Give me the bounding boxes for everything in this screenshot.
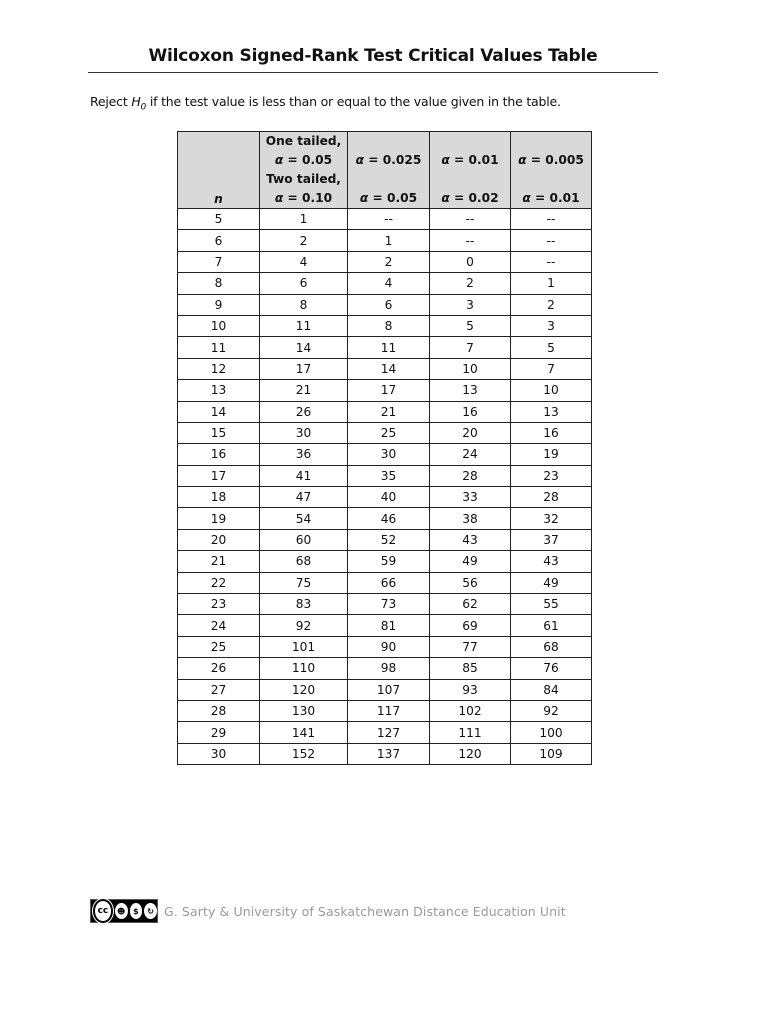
critical-value-cell: -- bbox=[430, 230, 511, 251]
n-cell: 21 bbox=[178, 551, 260, 572]
table-row bbox=[178, 230, 592, 251]
critical-value-cell: 109 bbox=[511, 743, 592, 764]
cc-by-nc-sa-badge bbox=[90, 899, 158, 923]
critical-value-cell: 102 bbox=[430, 700, 511, 721]
critical-value-cell: -- bbox=[511, 209, 592, 230]
critical-value-cell: 120 bbox=[260, 679, 348, 700]
critical-value-cell: 81 bbox=[348, 615, 430, 636]
table-row bbox=[178, 315, 592, 336]
critical-value-cell: 127 bbox=[348, 722, 430, 743]
critical-value-cell: 26 bbox=[260, 401, 348, 422]
critical-value-cell: 54 bbox=[260, 508, 348, 529]
n-cell: 22 bbox=[178, 572, 260, 593]
two-tailed-alpha-header: α = 0.01 bbox=[511, 170, 592, 209]
critical-value-cell: 77 bbox=[430, 636, 511, 657]
n-cell: 27 bbox=[178, 679, 260, 700]
critical-value-cell: 36 bbox=[260, 444, 348, 465]
critical-value-cell: 111 bbox=[430, 722, 511, 743]
critical-value-cell: 41 bbox=[260, 465, 348, 486]
critical-value-cell: 85 bbox=[430, 658, 511, 679]
one-tailed-label: One tailed, bbox=[265, 134, 342, 148]
table-row bbox=[178, 465, 592, 486]
critical-value-cell: 2 bbox=[511, 294, 592, 315]
critical-value-cell: 7 bbox=[430, 337, 511, 358]
n-cell: 30 bbox=[178, 743, 260, 764]
table-row bbox=[178, 700, 592, 721]
n-cell: 8 bbox=[178, 273, 260, 294]
critical-values-table bbox=[177, 131, 592, 765]
critical-value-cell: 107 bbox=[348, 679, 430, 700]
critical-value-cell: 30 bbox=[260, 422, 348, 443]
h0-symbol: $H_0$ bbox=[131, 94, 147, 113]
table-row bbox=[178, 594, 592, 615]
intro-after: if the test value is less than or equal to the value given in the table. bbox=[146, 94, 561, 109]
critical-value-cell: 40 bbox=[348, 487, 430, 508]
critical-value-cell: 93 bbox=[430, 679, 511, 700]
n-cell: 16 bbox=[178, 444, 260, 465]
table-body bbox=[178, 209, 592, 765]
n-cell: 7 bbox=[178, 251, 260, 272]
critical-value-cell: 43 bbox=[430, 529, 511, 550]
critical-value-cell: 110 bbox=[260, 658, 348, 679]
critical-value-cell: 14 bbox=[260, 337, 348, 358]
n-cell: 17 bbox=[178, 465, 260, 486]
n-cell: 18 bbox=[178, 487, 260, 508]
critical-value-cell: 52 bbox=[348, 529, 430, 550]
title-rule bbox=[88, 72, 658, 73]
n-cell: 11 bbox=[178, 337, 260, 358]
critical-value-cell: 21 bbox=[260, 380, 348, 401]
table-row bbox=[178, 743, 592, 764]
critical-value-cell: 62 bbox=[430, 594, 511, 615]
n-cell: 14 bbox=[178, 401, 260, 422]
critical-value-cell: 2 bbox=[348, 251, 430, 272]
critical-value-cell: 68 bbox=[260, 551, 348, 572]
table-row bbox=[178, 722, 592, 743]
critical-value-cell: 17 bbox=[348, 380, 430, 401]
critical-value-cell: 7 bbox=[511, 358, 592, 379]
critical-value-cell: 25 bbox=[348, 422, 430, 443]
table-row bbox=[178, 444, 592, 465]
n-cell: 29 bbox=[178, 722, 260, 743]
table-row bbox=[178, 251, 592, 272]
n-cell: 12 bbox=[178, 358, 260, 379]
critical-value-cell: 56 bbox=[430, 572, 511, 593]
n-column-header: n bbox=[178, 132, 260, 209]
critical-value-cell: 11 bbox=[348, 337, 430, 358]
nc-icon: $ bbox=[130, 903, 143, 919]
table-row bbox=[178, 615, 592, 636]
critical-value-cell: 8 bbox=[348, 315, 430, 336]
critical-value-cell: 130 bbox=[260, 700, 348, 721]
critical-value-cell: 13 bbox=[430, 380, 511, 401]
critical-value-cell: 20 bbox=[430, 422, 511, 443]
critical-value-cell: 90 bbox=[348, 636, 430, 657]
critical-value-cell: 35 bbox=[348, 465, 430, 486]
critical-value-cell: 23 bbox=[511, 465, 592, 486]
critical-value-cell: 21 bbox=[348, 401, 430, 422]
critical-value-cell: 152 bbox=[260, 743, 348, 764]
credit-text: G. Sarty & University of Saskatchewan Distance Education Unit bbox=[164, 903, 566, 919]
critical-value-cell: 83 bbox=[260, 594, 348, 615]
critical-value-cell: 2 bbox=[260, 230, 348, 251]
critical-value-cell: 46 bbox=[348, 508, 430, 529]
critical-value-cell: -- bbox=[430, 209, 511, 230]
critical-value-cell: 4 bbox=[348, 273, 430, 294]
two-tailed-alpha: = 0.10 bbox=[287, 191, 333, 205]
n-cell: 20 bbox=[178, 529, 260, 550]
table-row bbox=[178, 487, 592, 508]
critical-value-cell: 11 bbox=[260, 315, 348, 336]
critical-value-cell: 6 bbox=[260, 273, 348, 294]
critical-value-cell: 10 bbox=[511, 380, 592, 401]
two-tailed-header: Two tailed, α = 0.10 bbox=[260, 170, 348, 209]
critical-value-cell: 1 bbox=[348, 230, 430, 251]
critical-value-cell: 49 bbox=[430, 551, 511, 572]
critical-value-cell: -- bbox=[348, 209, 430, 230]
n-cell: 25 bbox=[178, 636, 260, 657]
critical-value-cell: 73 bbox=[348, 594, 430, 615]
n-cell: 26 bbox=[178, 658, 260, 679]
critical-value-cell: 120 bbox=[430, 743, 511, 764]
critical-value-cell: 117 bbox=[348, 700, 430, 721]
critical-value-cell: 19 bbox=[511, 444, 592, 465]
n-cell: 10 bbox=[178, 315, 260, 336]
n-cell: 6 bbox=[178, 230, 260, 251]
critical-value-cell: 59 bbox=[348, 551, 430, 572]
critical-value-cell: 66 bbox=[348, 572, 430, 593]
critical-value-cell: 0 bbox=[430, 251, 511, 272]
critical-value-cell: 98 bbox=[348, 658, 430, 679]
critical-value-cell: 5 bbox=[430, 315, 511, 336]
critical-value-cell: 101 bbox=[260, 636, 348, 657]
critical-value-cell: 141 bbox=[260, 722, 348, 743]
critical-value-cell: 3 bbox=[511, 315, 592, 336]
table-row bbox=[178, 572, 592, 593]
one-tailed-alpha: = 0.05 bbox=[287, 153, 333, 167]
table-row bbox=[178, 636, 592, 657]
critical-value-cell: 13 bbox=[511, 401, 592, 422]
critical-value-cell: 92 bbox=[260, 615, 348, 636]
critical-value-cell: 100 bbox=[511, 722, 592, 743]
critical-value-cell: 4 bbox=[260, 251, 348, 272]
by-icon: ☻ bbox=[115, 903, 128, 919]
critical-value-cell: 16 bbox=[511, 422, 592, 443]
two-tailed-alpha-header: α = 0.02 bbox=[430, 170, 511, 209]
critical-value-cell: 76 bbox=[511, 658, 592, 679]
table-row bbox=[178, 508, 592, 529]
critical-value-cell: 6 bbox=[348, 294, 430, 315]
critical-value-cell: 49 bbox=[511, 572, 592, 593]
critical-value-cell: 10 bbox=[430, 358, 511, 379]
critical-value-cell: 43 bbox=[511, 551, 592, 572]
critical-value-cell: 5 bbox=[511, 337, 592, 358]
critical-value-cell: 3 bbox=[430, 294, 511, 315]
one-tailed-alpha-header: α = 0.005 bbox=[511, 132, 592, 171]
n-cell: 19 bbox=[178, 508, 260, 529]
table-row bbox=[178, 380, 592, 401]
table-row bbox=[178, 422, 592, 443]
document-title: Wilcoxon Signed-Rank Test Critical Values Table bbox=[148, 46, 598, 66]
one-tailed-header: One tailed, α = 0.05 bbox=[260, 132, 348, 171]
critical-value-cell: 14 bbox=[348, 358, 430, 379]
critical-value-cell: 1 bbox=[260, 209, 348, 230]
table-row bbox=[178, 401, 592, 422]
table-row bbox=[178, 551, 592, 572]
two-tailed-alpha-header: α = 0.05 bbox=[348, 170, 430, 209]
critical-value-cell: 137 bbox=[348, 743, 430, 764]
n-cell: 5 bbox=[178, 209, 260, 230]
n-cell: 28 bbox=[178, 700, 260, 721]
critical-value-cell: 32 bbox=[511, 508, 592, 529]
table-row bbox=[178, 209, 592, 230]
critical-value-cell: 17 bbox=[260, 358, 348, 379]
table-row bbox=[178, 529, 592, 550]
sa-icon: ↻ bbox=[144, 903, 157, 919]
critical-value-cell: 30 bbox=[348, 444, 430, 465]
critical-value-cell: -- bbox=[511, 251, 592, 272]
n-cell: 24 bbox=[178, 615, 260, 636]
critical-value-cell: 8 bbox=[260, 294, 348, 315]
one-tailed-alpha-header: α = 0.01 bbox=[430, 132, 511, 171]
n-cell: 9 bbox=[178, 294, 260, 315]
critical-value-cell: 55 bbox=[511, 594, 592, 615]
cc-icon: cc bbox=[93, 899, 113, 923]
table-row bbox=[178, 294, 592, 315]
critical-value-cell: 61 bbox=[511, 615, 592, 636]
critical-value-cell: 84 bbox=[511, 679, 592, 700]
critical-value-cell: 1 bbox=[511, 273, 592, 294]
intro-before: Reject bbox=[90, 94, 132, 109]
critical-value-cell: 47 bbox=[260, 487, 348, 508]
critical-value-cell: 2 bbox=[430, 273, 511, 294]
critical-value-cell: 38 bbox=[430, 508, 511, 529]
critical-value-cell: 68 bbox=[511, 636, 592, 657]
two-tailed-label: Two tailed, bbox=[266, 172, 341, 186]
critical-value-cell: 28 bbox=[511, 487, 592, 508]
critical-value-cell: 60 bbox=[260, 529, 348, 550]
critical-value-cell: 33 bbox=[430, 487, 511, 508]
table-row bbox=[178, 679, 592, 700]
critical-value-cell: 28 bbox=[430, 465, 511, 486]
critical-value-cell: 75 bbox=[260, 572, 348, 593]
footer bbox=[90, 898, 566, 924]
critical-value-cell: -- bbox=[511, 230, 592, 251]
n-cell: 15 bbox=[178, 422, 260, 443]
n-cell: 13 bbox=[178, 380, 260, 401]
intro-text bbox=[90, 94, 561, 113]
table-row bbox=[178, 273, 592, 294]
header-row-one-tailed bbox=[178, 132, 592, 171]
one-tailed-alpha-header: α = 0.025 bbox=[348, 132, 430, 171]
n-cell: 23 bbox=[178, 594, 260, 615]
critical-value-cell: 92 bbox=[511, 700, 592, 721]
critical-value-cell: 24 bbox=[430, 444, 511, 465]
table-row bbox=[178, 358, 592, 379]
critical-value-cell: 16 bbox=[430, 401, 511, 422]
table-row bbox=[178, 337, 592, 358]
critical-value-cell: 69 bbox=[430, 615, 511, 636]
critical-value-cell: 37 bbox=[511, 529, 592, 550]
table-row bbox=[178, 658, 592, 679]
